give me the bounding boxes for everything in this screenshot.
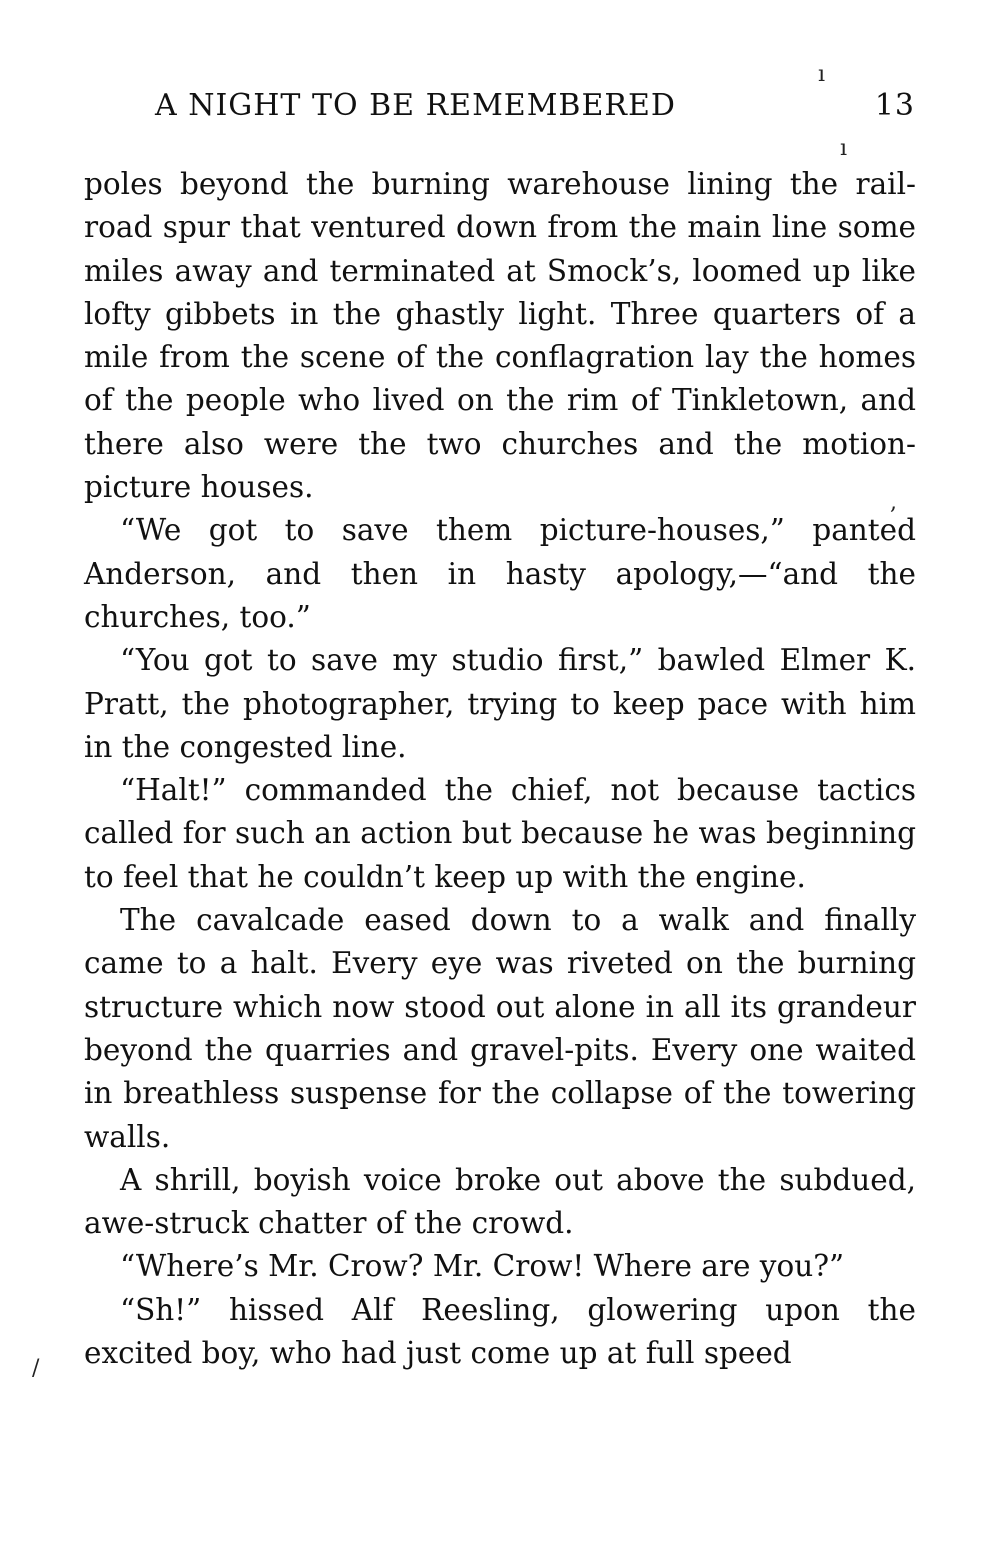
- paragraph-3: “You got to save my studio first,” bawled Elmer K. Pratt, the photographer, trying to keep pace with him in the congested line.: [84, 643, 916, 764]
- print-speck: ı: [840, 136, 848, 161]
- chapter-title: A NIGHT TO BE REMEMBERED: [155, 88, 676, 123]
- paragraph-2: “We got to save them picture-houses,” panted Anderson, and then in hasty apology,—“and the churches, too.”: [84, 513, 916, 634]
- paragraph-8: “Sh!” hissed Alf Reesling, glowering upon the excited boy, who had just come up at full speed: [84, 1292, 916, 1371]
- page-number: 13: [874, 88, 915, 123]
- paragraph-1: poles beyond the burning warehouse lining the railroad spur that ventured down from the main line some miles away and terminated at Smock’s, loomed up like lofty gibbets in the ghastly light. Three quarters of a mile from the scene of the conflagration lay the homes of the people who lived on the rim of Tinkletown, and there also were the two churches and the motion-picture houses.: [84, 167, 916, 505]
- body-text: [84, 163, 916, 1375]
- paragraph-6: A shrill, boyish voice broke out above the subdued, awe-struck chatter of the crowd.: [84, 1162, 916, 1241]
- paragraph-4: “Halt!” commanded the chief, not because tactics called for such an action but because he was beginning to feel that he couldn’t keep up with the engine.: [84, 773, 916, 894]
- paragraph-7: “Where’s Mr. Crow? Mr. Crow! Where are you?”: [120, 1249, 845, 1284]
- print-speck: ,: [890, 490, 897, 515]
- running-header: [155, 88, 915, 138]
- print-speck: ı: [818, 62, 826, 87]
- paragraph-5: The cavalcade eased down to a walk and finally came to a halt. Every eye was riveted on the burning structure which now stood out alone in all its grandeur beyond the quarries and gravel-pits. Every one waited in breathless suspense for the collapse of the towering walls.: [84, 903, 916, 1154]
- print-speck: /: [32, 1356, 40, 1381]
